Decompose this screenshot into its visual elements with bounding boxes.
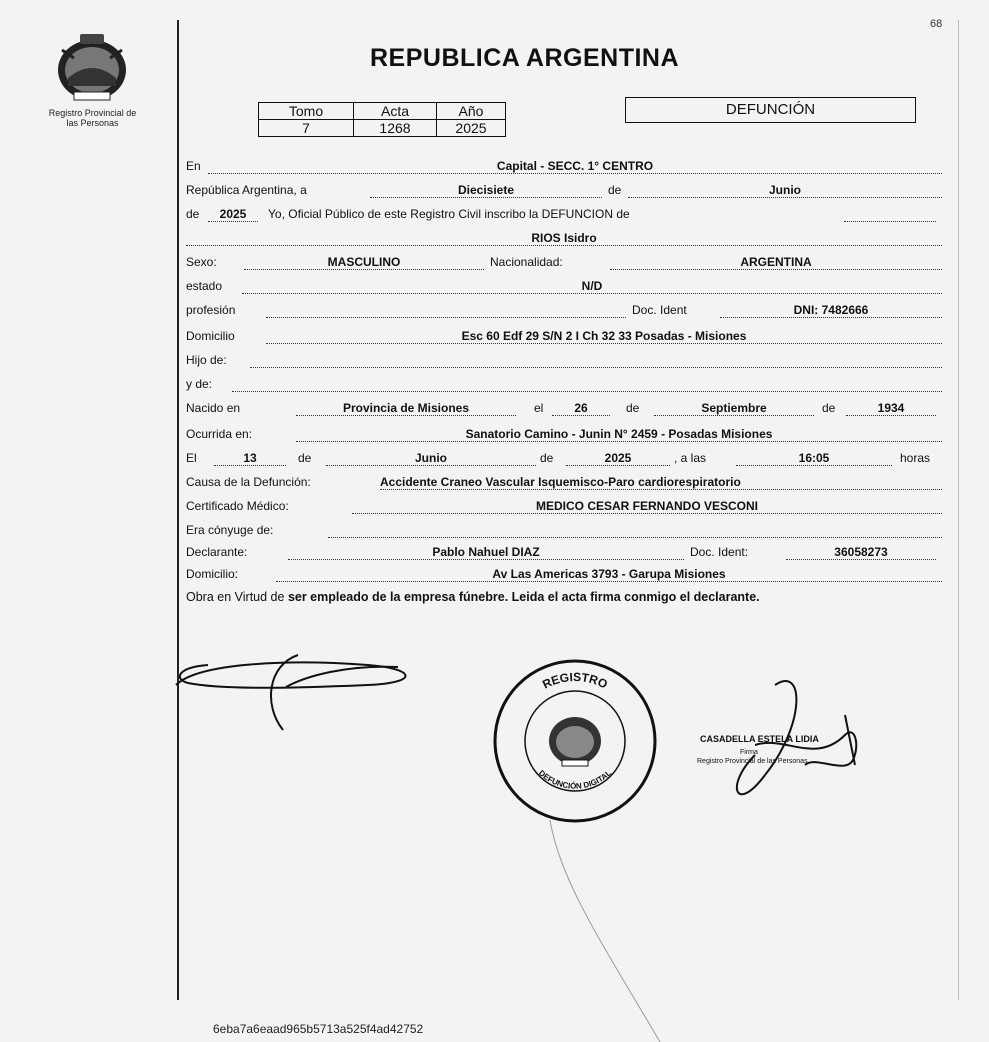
ocurrida-en-value: Sanatorio Camino - Junin N° 2459 - Posadas Misiones — [296, 427, 942, 442]
officer-signature-icon — [695, 665, 905, 825]
signer-name: CASADELLA ESTELA LIDIA — [700, 734, 819, 744]
domicilio-value: Esc 60 Edf 29 S/N 2 I Ch 32 33 Posadas - Misiones — [266, 329, 942, 344]
fecha-mes-value: Junio — [326, 451, 536, 466]
row-sexo: Sexo: MASCULINO Nacionalidad: ARGENTINA — [186, 252, 942, 273]
seal-bottom-text: DEFUNCIÓN DIGITAL — [536, 768, 614, 791]
svg-text:DEFUNCIÓN DIGITAL — [537, 768, 613, 790]
province-emblem-icon — [52, 28, 132, 108]
row-profesion: profesión Doc. Ident DNI: 7482666 — [186, 300, 942, 321]
row-estado: estado N/D — [186, 276, 942, 297]
registry-name: Registro Provincial de las Personas — [48, 108, 137, 128]
acta-header: Acta — [354, 103, 437, 120]
row-causa: Causa de la Defunción: Accidente Craneo Vascular Isquemisco-Paro cardiorespiratorio — [186, 472, 942, 493]
fecha-anio-value: 2025 — [566, 451, 670, 466]
fallecido-value: RIOS Isidro — [186, 231, 942, 246]
declarante-domicilio-value: Av Las Americas 3793 - Garupa Misiones — [276, 567, 942, 582]
conyuge-value — [328, 523, 942, 538]
reference-table — [258, 102, 506, 137]
estado-value: N/D — [242, 279, 942, 294]
paper-fold-crease — [540, 820, 670, 1042]
declarante-doc-value: 36058273 — [786, 545, 936, 560]
row-declarante: Declarante: Pablo Nahuel DIAZ Doc. Ident: 36058273 — [186, 542, 942, 563]
nacionalidad-value: ARGENTINA — [610, 255, 942, 270]
doc-ident-value: DNI: 7482666 — [720, 303, 942, 318]
row-fecha-defuncion: El 13 de Junio de 2025 , a las 16:05 horas — [186, 451, 931, 465]
dia-inscripcion: Diecisiete — [370, 183, 602, 198]
nacido-mes-value: Septiembre — [654, 401, 814, 416]
mes-inscripcion: Junio — [628, 183, 942, 198]
row-y-de: y de: — [186, 374, 942, 395]
row-hijo-de: Hijo de: — [186, 350, 942, 371]
act-type-box: DEFUNCIÓN — [625, 97, 916, 123]
row-declarante-domicilio: Domicilio: Av Las Americas 3793 - Garupa Misiones — [186, 564, 942, 585]
signer-role: Firma — [740, 749, 758, 756]
anio-inscripcion: 2025 — [208, 207, 258, 222]
seal-top-text: REGISTRO — [540, 669, 610, 692]
obra-en-virtud: Obra en Virtud de ser empleado de la empresa fúnebre. Leida el acta firma conmigo el declarante. — [186, 590, 760, 604]
nacido-dia-value: 26 — [552, 401, 610, 416]
row-anio-inscripcion: de 2025 Yo, Oficial Público de este Registro Civil inscribo la DEFUNCION de — [186, 204, 942, 225]
row-certificado: Certificado Médico: MEDICO CESAR FERNANDO VESCONI — [186, 496, 942, 517]
row-ocurrida: Ocurrida en: Sanatorio Camino - Junin N° 2459 - Posadas Misiones — [186, 424, 942, 445]
hora-value: 16:05 — [736, 451, 892, 466]
row-lugar: En Capital - SECC. 1° CENTRO — [186, 156, 942, 177]
row-domicilio: Domicilio Esc 60 Edf 29 S/N 2 I Ch 32 33 Posadas - Misiones — [186, 326, 942, 347]
nacido-anio-value: 1934 — [846, 401, 936, 416]
nacido-en-value: Provincia de Misiones — [296, 401, 516, 416]
row-nacido: Nacido en Provincia de Misiones el 26 de Septiembre de 1934 — [186, 398, 942, 419]
page-number: 68 — [930, 18, 943, 30]
anio-value: 2025 — [437, 120, 506, 137]
row-fallecido — [186, 228, 942, 249]
signer-registry: Registro Provincial de las Personas — [697, 758, 808, 765]
tomo-value: 7 — [259, 120, 354, 137]
obra-value: ser empleado de la empresa fúnebre. Leida el acta firma conmigo el declarante. — [287, 590, 760, 604]
left-margin-line — [177, 20, 179, 1000]
sexo-value: MASCULINO — [244, 255, 484, 270]
hijo-de-value — [250, 353, 942, 368]
tomo-header: Tomo — [259, 103, 354, 120]
svg-text:REGISTRO — [540, 670, 610, 692]
registry-seal-icon — [490, 656, 660, 826]
row-conyuge: Era cónyuge de: — [186, 520, 942, 541]
acta-value: 1268 — [354, 120, 437, 137]
blank-line — [844, 207, 936, 222]
fecha-dia-value: 13 — [214, 451, 286, 466]
causa-value: Accidente Craneo Vascular Isquemisco-Paro cardiorespiratorio — [380, 475, 942, 490]
anio-header: Año — [437, 103, 506, 120]
lugar-value: Capital - SECC. 1° CENTRO — [208, 159, 942, 174]
certificado-value: MEDICO CESAR FERNANDO VESCONI — [352, 499, 942, 514]
document-title: REPUBLICA ARGENTINA — [370, 44, 680, 72]
row-fecha-inscripcion: República Argentina, a Diecisiete de Junio — [186, 180, 942, 201]
profesion-value — [266, 303, 626, 318]
declarant-signature-icon — [168, 645, 428, 735]
right-margin-line — [958, 20, 959, 1000]
document-hash: 6eba7a6eaad965b5713a525f4ad42752 — [213, 1022, 424, 1036]
y-de-value — [232, 377, 942, 392]
declarante-value: Pablo Nahuel DIAZ — [288, 545, 684, 560]
